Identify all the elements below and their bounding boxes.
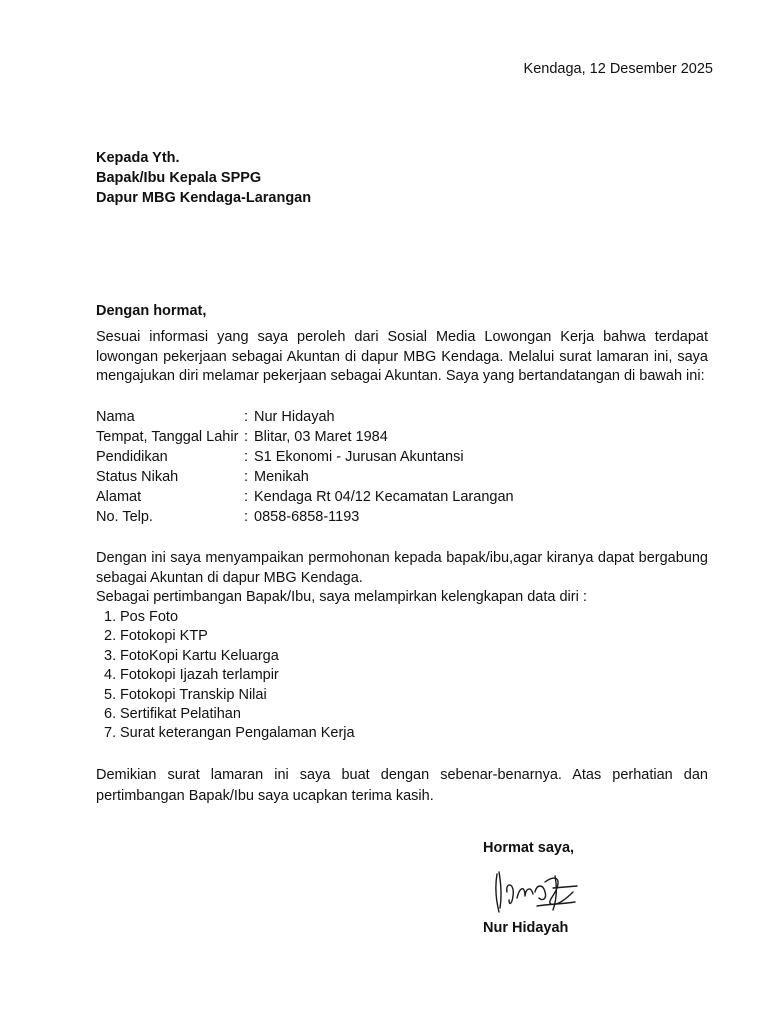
identity-value: Blitar, 03 Maret 1984 [254,429,388,445]
recipient-block [96,148,311,208]
identity-label: Alamat [96,489,142,505]
list-text: Fotokopi Transkip Nilai [120,686,267,703]
list-text: FotoKopi Kartu Keluarga [120,647,279,664]
identity-separator: : [244,449,249,465]
recipient-line: Kepada Yth. [96,150,180,166]
recipient-line: Dapur MBG Kendaga-Larangan [96,190,312,206]
list-text: Fotokopi KTP [120,628,208,645]
list-text: Fotokopi Ijazah terlampir [120,667,279,684]
identity-separator: : [244,469,249,485]
identity-label: Tempat, Tanggal Lahir [96,429,239,445]
list-number: 5. [104,686,117,703]
list-number: 2. [104,628,117,645]
identity-separator: : [244,509,249,525]
list-number: 6. [104,705,117,722]
list-item [104,627,355,646]
identity-separator: : [244,409,249,425]
identity-label: No. Telp. [96,509,153,525]
identity-value: Menikah [254,469,309,485]
sign-greeting: Hormat saya, [483,840,575,856]
closing-paragraph: Demikian surat lamaran ini saya buat dengan sebenar-benarnya. Atas perhatian dan pertimbangan Bapak/Ibu saya ucapkan terima kasih. [96,767,708,804]
identity-label: Nama [96,409,135,425]
list-number: 7. [104,725,117,742]
recipient-line: Bapak/Ibu Kepala SPPG [96,170,262,186]
attachments-list [104,608,355,744]
list-item [104,686,355,705]
list-text: Surat keterangan Pengalaman Kerja [120,725,355,742]
identity-value: S1 Ekonomi - Jurusan Akuntansi [254,449,464,465]
identity-separator: : [244,489,249,505]
identity-separator: : [244,429,249,445]
signer-name: Nur Hidayah [483,920,569,936]
identity-label: Pendidikan [96,449,168,465]
signature-block [483,840,613,936]
list-item [104,608,355,627]
list-number: 4. [104,667,117,684]
list-number: 1. [104,609,117,625]
intro-paragraph: Sesuai informasi yang saya peroleh dari Sosial Media Lowongan Kerja bahwa terdapat lowongan pekerjaan sebagai Akuntan di dapur MBG Kendaga. Melalui surat lamaran ini, saya mengajukan diri melamar pekerjaan sebagai Akuntan. Saya yang bertandatangan di bawah ini: [96,329,708,385]
letter-date: Kendaga, 12 Desember 2025 [523,61,713,77]
salutation: Dengan hormat, [96,303,207,319]
list-item [104,705,355,724]
identity-value: Kendaga Rt 04/12 Kecamatan Larangan [254,489,514,505]
list-text: Pos Foto [120,609,179,625]
list-item [104,647,355,666]
list-number: 3. [104,647,117,664]
list-text: Sertifikat Pelatihan [120,705,241,722]
identity-value: 0858-6858-1193 [254,509,360,525]
identity-label: Status Nikah [96,469,179,485]
list-item [104,724,355,743]
list-item [104,666,355,685]
attachments-intro: Sebagai pertimbangan Bapak/Ibu, saya melampirkan kelengkapan data diri : [96,589,587,605]
identity-value: Nur Hidayah [254,409,335,425]
request-paragraph: Dengan ini saya menyampaikan permohonan kepada bapak/ibu,agar kiranya dapat bergabung sebagai Akuntan di dapur MBG Kendaga. [96,550,708,586]
